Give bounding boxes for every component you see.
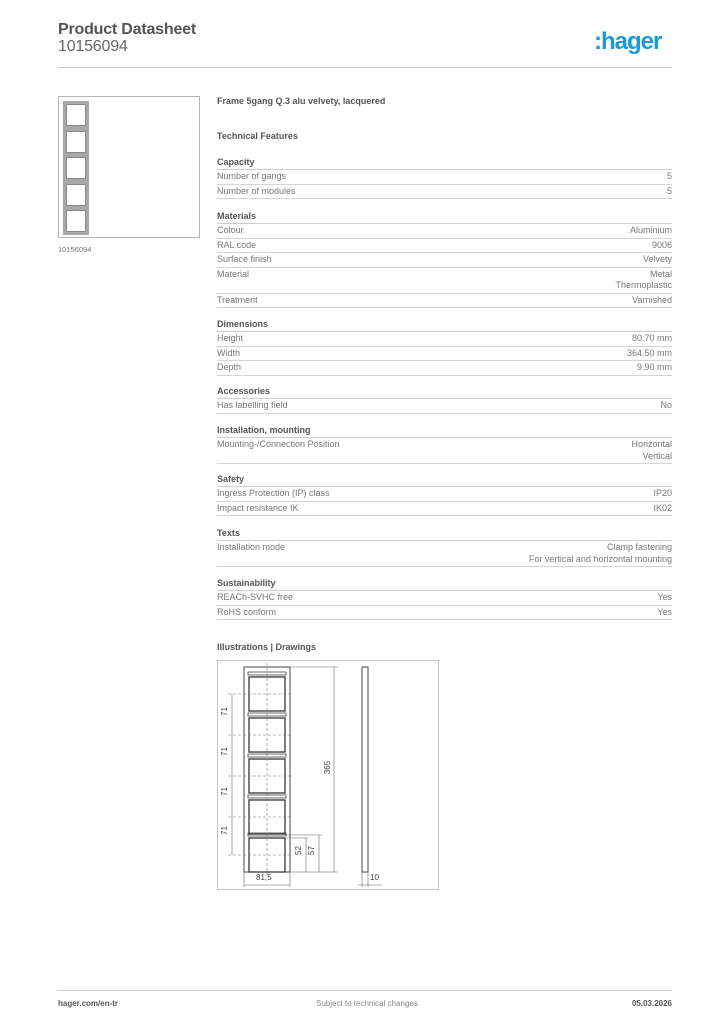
dim-label-pitch-1: 71	[219, 707, 229, 716]
table-row	[217, 502, 672, 517]
footer-website-link[interactable]: hager.com/en-tr	[58, 999, 119, 1008]
illustrations-title: Illustrations | Drawings	[217, 642, 317, 652]
table-row	[217, 253, 672, 268]
row-value: 9.90 mm	[636, 362, 672, 372]
section-title: Dimensions	[217, 318, 672, 332]
table-row	[217, 361, 672, 376]
dim-label-pitch-3: 71	[219, 787, 229, 796]
dim-label-pitch-4: 71	[219, 826, 229, 835]
table-row	[217, 347, 672, 362]
gang-cell	[66, 210, 86, 232]
gang-cell	[66, 104, 86, 126]
table-row	[217, 224, 672, 239]
row-label: Has labelling field	[217, 400, 288, 410]
dim-label-52: 52	[293, 846, 303, 855]
table-row	[217, 399, 672, 414]
table-row	[217, 332, 672, 347]
section-sustainability	[217, 577, 672, 620]
section-title: Accessories	[217, 385, 672, 399]
row-value-line: Vertical	[642, 450, 672, 461]
frame-dimension-drawing	[218, 661, 438, 889]
table-row	[217, 487, 672, 502]
row-label: Number of gangs	[217, 171, 287, 181]
row-label: Ingress Protection (IP) class	[217, 488, 330, 498]
frame-thumbnail-image	[63, 101, 89, 235]
row-label: Width	[217, 347, 241, 358]
gang-cell	[66, 131, 86, 153]
dim-label-pitch-2: 71	[219, 747, 229, 756]
table-row	[217, 541, 672, 567]
section-title: Safety	[217, 473, 672, 487]
row-value: 5	[666, 185, 672, 196]
row-label: REACh-SVHC free	[217, 592, 294, 602]
gang-cell	[66, 157, 86, 179]
row-value: Velvety	[642, 254, 672, 264]
row-value-multiline	[631, 439, 672, 462]
row-value: 364.50 mm	[626, 347, 672, 358]
row-value-line: Horizontal	[631, 439, 672, 449]
row-value-line: Metal	[649, 268, 672, 279]
table-row	[217, 606, 672, 621]
section-title: Capacity	[217, 156, 672, 170]
row-label: Installation mode	[217, 542, 286, 552]
section-title: Texts	[217, 527, 672, 541]
row-label: RoHS conform	[217, 606, 277, 617]
section-safety	[217, 473, 672, 516]
header-divider	[58, 67, 672, 68]
article-number: 10156094	[58, 38, 128, 55]
row-value: Yes	[657, 606, 672, 617]
row-value: Yes	[657, 592, 672, 602]
row-label: Surface finish	[217, 254, 272, 264]
row-label: Treatment	[217, 294, 258, 305]
table-row	[217, 294, 672, 309]
product-thumbnail	[58, 96, 200, 238]
technical-drawing	[217, 660, 439, 890]
hager-logo: :hager	[594, 28, 662, 55]
row-value: IK02	[653, 502, 672, 513]
row-label: Colour	[217, 225, 244, 235]
section-title: Installation, mounting	[217, 424, 672, 438]
table-row	[217, 438, 672, 464]
thumbnail-caption: 10156094	[58, 245, 92, 254]
dim-label-width: 81,5	[256, 873, 272, 882]
row-label: Impact resistance IK	[217, 502, 299, 513]
row-label: Depth	[217, 362, 242, 372]
row-value: Aluminium	[629, 225, 672, 235]
header-title: Product Datasheet	[58, 21, 196, 38]
row-value-line: For vertical and horizontal mounting	[528, 553, 672, 564]
product-name: Frame 5gang Q.3 alu velvety, lacquered	[217, 96, 386, 106]
dim-label-depth: 10	[370, 873, 379, 882]
gang-cell	[66, 184, 86, 206]
row-value-multiline	[529, 542, 672, 565]
footer-divider	[58, 990, 672, 991]
section-installation	[217, 424, 672, 464]
table-row	[217, 591, 672, 606]
row-label: RAL code	[217, 239, 257, 250]
row-label: Mounting-/Connection Position	[217, 439, 340, 449]
row-value: 80.70 mm	[631, 333, 672, 343]
row-label: Number of modules	[217, 185, 296, 196]
section-title: Materials	[217, 210, 672, 224]
row-value: 9006	[651, 239, 672, 250]
row-value: No	[660, 400, 672, 410]
row-value-line: Clamp fastening	[606, 542, 672, 552]
footer-notice: Subject to technical changes	[316, 999, 418, 1008]
row-label: Height	[217, 333, 244, 343]
dim-label-height: 365	[323, 760, 333, 775]
row-value: 5	[666, 171, 672, 181]
section-accessories	[217, 385, 672, 414]
row-label: Material	[217, 268, 250, 279]
section-materials	[217, 210, 672, 308]
table-row	[217, 185, 672, 200]
table-row	[217, 268, 672, 294]
row-value-multiline	[615, 269, 672, 292]
table-row	[217, 239, 672, 254]
section-capacity	[217, 156, 672, 199]
section-title: Sustainability	[217, 577, 672, 591]
technical-features-title: Technical Features	[217, 131, 298, 141]
section-texts	[217, 527, 672, 567]
dim-label-57: 57	[306, 846, 316, 855]
row-value-line: Thermoplastic	[615, 280, 672, 290]
footer-date: 05.03.2026	[631, 999, 672, 1008]
table-row	[217, 170, 672, 185]
row-value: Varnished	[632, 294, 672, 305]
section-dimensions	[217, 318, 672, 376]
row-value: IP20	[653, 488, 672, 498]
